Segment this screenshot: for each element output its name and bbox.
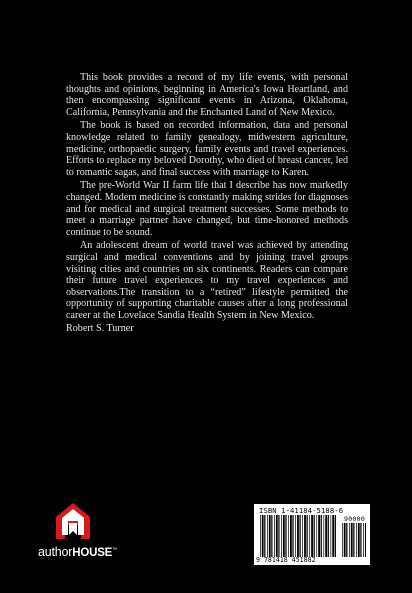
blurb-text	[66, 72, 348, 337]
publisher-name-author: author	[38, 545, 73, 559]
price-code: 90000	[344, 515, 366, 523]
barcode-addon-bars	[342, 523, 366, 557]
author-signature: Robert S. Turner	[66, 323, 134, 335]
publisher-name-house: HOUSE	[72, 547, 113, 559]
blurb-paragraph-4: An adolescent dream of world travel was achieved by attending surgical and medical conventions and by joining travel groups visiting cities and countries on six continents. Readers can compare their future travel experiences to my travel experiences and observations.The transition to a “retired” lifestyle permitted the opportunity of supporting charitable causes after a long professional career at the Lovelace Sandia Health System in New Mexico.	[66, 240, 348, 321]
publisher-logo	[38, 501, 128, 571]
publisher-wordmark	[38, 545, 117, 559]
barcode-digits: 9 781418 451882	[256, 556, 316, 564]
blurb-paragraph-1: This book provides a record of my life events, with personal thoughts and opinions, beginning in America's Iowa Heartland, and then encompassing significant events in Arizona, Oklahoma, California, Pennsylvania and the Enchanted Land of New Mexico.	[66, 72, 348, 118]
authorhouse-logo-icon	[54, 501, 92, 541]
blurb-paragraph-3: The pre-World War II farm life that I describe has now markedly changed. Modern medicine is constantly making strides for diagnoses and for medical and surgical treatment successes. Some methods to meet a marriage partner have changed, but time-honored methods continue to be sound.	[66, 180, 348, 238]
blurb-paragraph-2: The book is based on recorded information, data and personal knowledge related to family genealogy, midwestern agriculture, medicine, orthopaedic surgery, family events and travel experiences. Efforts to replace my beloved Dorothy, who died of breast cancer, led to romantic sagas, and final success with marriage to Karen.	[66, 120, 348, 178]
isbn-barcode	[254, 504, 370, 565]
isbn-label: ISBN 1-41184-5188-6	[259, 506, 344, 515]
trademark-symbol: ™	[112, 546, 117, 553]
barcode-bars	[260, 515, 338, 557]
